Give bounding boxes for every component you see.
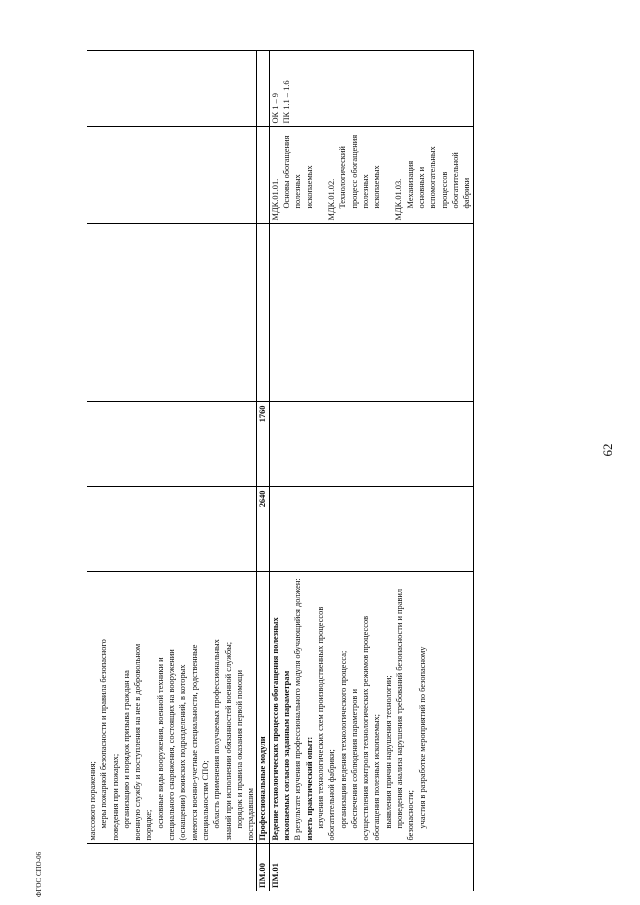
- practice-item: организации ведения технологического процесса;: [338, 650, 348, 829]
- text-line: основные виды вооружения, военной техники и: [155, 657, 165, 829]
- competency-pk: ПК 1.1 – 1.6: [282, 80, 292, 124]
- section-code: ПМ.00: [257, 844, 269, 891]
- table-cell-mdk: [87, 127, 257, 224]
- table-row-section: [257, 51, 269, 891]
- practice-item: обеспечения соблюдения параметров и: [349, 689, 359, 829]
- page-number: 62: [600, 443, 615, 457]
- mdk-name: Основы обогащения полезных ископаемых: [282, 135, 314, 209]
- mdk-name: Технологический процесс обогащения полезных ископаемых: [338, 134, 382, 209]
- practice-item: выявления причин нарушения технологии;: [383, 675, 393, 829]
- text-line: порядок и правила оказания первой помощи: [234, 670, 244, 829]
- module-code: ПМ.01: [269, 844, 473, 891]
- table-cell-hours-max: [87, 487, 257, 572]
- footer-code: ФГОС СПО-06: [35, 851, 43, 897]
- mdk-code: МДК.01.01.: [270, 178, 280, 221]
- text-line: (оснащении) воинских подразделений, в которых: [178, 664, 188, 841]
- table-cell-empty: [257, 224, 269, 402]
- hours-max: 2640: [257, 487, 269, 572]
- text-line: меры пожарной безопасности и правила безопасного: [99, 639, 109, 829]
- competencies-cell: [269, 51, 473, 127]
- table-cell-competencies: [87, 51, 257, 127]
- text-line: знаний при исполнении обязанностей военной службы;: [223, 641, 233, 841]
- table-cell-content: [87, 572, 257, 844]
- section-name: Профессиональные модули: [257, 572, 269, 844]
- practice-item: осуществления контроля технологических режимов процессов обогащения полезных ископаемых;: [361, 615, 382, 841]
- table-cell-empty: [269, 402, 473, 487]
- text-line: область применения получаемых профессиональных: [212, 639, 222, 829]
- table-cell-empty: [257, 51, 269, 127]
- text-line: массового поражения;: [88, 761, 97, 841]
- table-cell-empty: [269, 487, 473, 572]
- table-cell-hours-class: [87, 402, 257, 487]
- text-line: имеются военно-учетные специальности, родственные: [189, 644, 199, 841]
- curriculum-table: [87, 51, 474, 892]
- table-cell-disciplines: [87, 224, 257, 402]
- mdk-name: Механизация основных и вспомогательных процессов обогатительной фабрики: [405, 146, 472, 209]
- table-cell-empty: [257, 127, 269, 224]
- table-row-continued: [87, 51, 257, 891]
- mdk-code: МДК.01.03.: [394, 178, 404, 221]
- text-line: специальностям СПО;: [200, 760, 210, 841]
- mdk-code: МДК.01.02.: [326, 178, 336, 221]
- text-line: военную службу и поступления на нее в добровольном: [133, 643, 143, 841]
- hours-class: 1760: [257, 402, 269, 487]
- text-line: пострадавшим: [246, 788, 256, 841]
- module-intro: В результате изучения профессионального модуля обучающийся должен:: [293, 578, 303, 841]
- competency-ok: ОК 1 – 9: [270, 93, 280, 124]
- practice-label: иметь практический опыт:: [304, 736, 314, 841]
- module-title: Ведение технологических процессов обогащения полезных ископаемых согласно заданным параметрам: [270, 617, 292, 841]
- text-line: специального снаряжения, состоящих на вооружении: [167, 649, 177, 841]
- practice-item: проведения анализа нарушения требований безопасности и правил безопасности;: [395, 588, 416, 841]
- table-cell-empty: [269, 224, 473, 402]
- text-line: порядке;: [144, 809, 154, 841]
- module-content: [269, 572, 473, 844]
- mdk-list: [269, 127, 473, 224]
- text-line: поведения при пожарах;: [110, 753, 120, 841]
- text-line: организацию и порядок призыва граждан на: [121, 670, 131, 829]
- table-row-module: [269, 51, 473, 891]
- practice-item: изучения технологических схем производственных процессов обогатительной фабрики;: [315, 606, 337, 841]
- practice-item: участия в разработке мероприятий по безопасному: [417, 646, 427, 829]
- table-cell-code: [87, 844, 257, 891]
